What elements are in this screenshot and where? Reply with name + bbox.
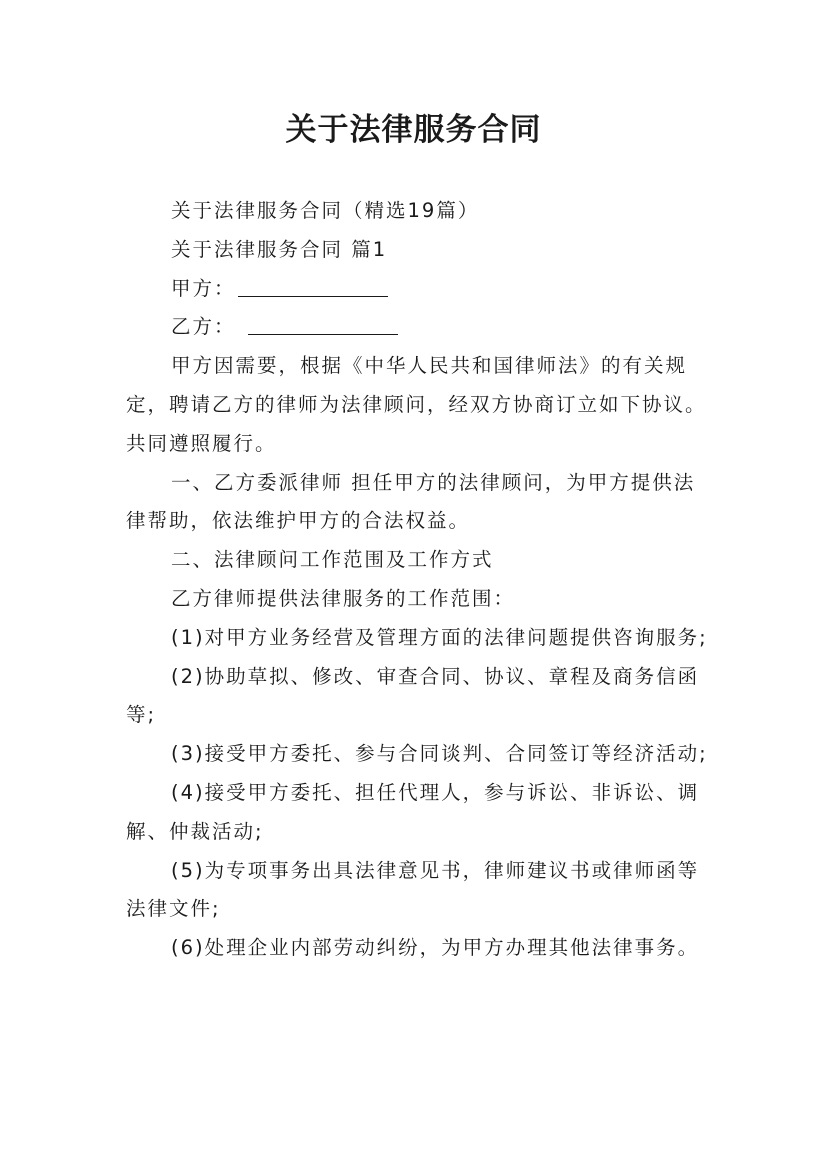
party-b-blank <box>248 314 398 335</box>
party-a-blank <box>238 276 388 297</box>
list-item: (6)处理企业内部劳动纠纷，为甲方办理其他法律事务。 <box>171 936 700 960</box>
list-item: (3)接受甲方委托、参与合同谈判、合同签订等经济活动; <box>171 742 708 766</box>
party-b-line <box>126 308 716 347</box>
section-heading: 关于法律服务合同 篇1 <box>171 237 388 261</box>
party-b-label: 乙方： <box>171 315 236 339</box>
document-heading: 关于法律服务合同（精选19篇） <box>171 199 480 222</box>
paragraph: 一、乙方委派律师 担任甲方的法律顾问，为甲方提供法律帮助，依法维护甲方的合法权益。 <box>126 470 696 533</box>
paragraph: 甲方因需要，根据《中华人民共和国律师法》的有关规定，聘请乙方的律师为法律顾问，经双方协商订立如下协议。共同遵照履行。 <box>126 354 707 455</box>
document-title: 关于法律服务合同 <box>285 112 542 148</box>
list-item: (5)为专项事务出具法律意见书，律师建议书或律师函等法律文件; <box>126 858 700 921</box>
party-a-line <box>126 270 716 309</box>
list-item: (2)协助草拟、修改、审查合同、协议、章程及商务信函等; <box>126 664 700 727</box>
party-a-label: 甲方： <box>171 276 236 300</box>
list-item: (4)接受甲方委托、担任代理人，参与诉讼、非诉讼、调解、仲裁活动; <box>126 780 700 843</box>
document-body <box>126 192 716 968</box>
paragraph: 乙方律师提供法律服务的工作范围： <box>171 586 516 610</box>
paragraph: 二、法律顾问工作范围及工作方式 <box>171 548 494 572</box>
list-item: (1)对甲方业务经营及管理方面的法律问题提供咨询服务; <box>171 625 708 649</box>
